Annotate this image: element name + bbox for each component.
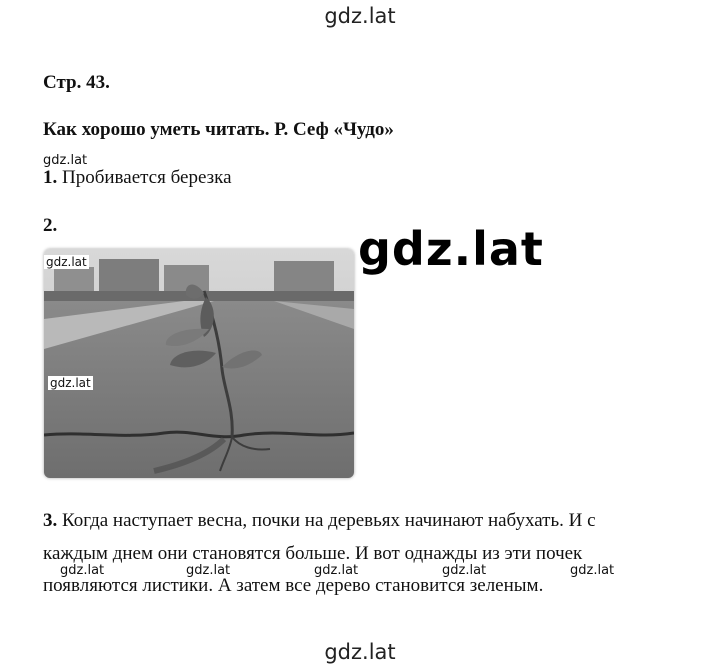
answer-3-line-3: появляются листики. А затем все дерево становится зеленым. [43, 575, 544, 596]
answer-3-text: Когда наступает весна, почки на деревьях начинают набухать. И с [62, 510, 596, 531]
answer-3-line-1 [43, 510, 596, 532]
lesson-title: Как хорошо уметь читать. Р. Сеф «Чудо» [43, 119, 394, 140]
watermark-small: gdz.lat [442, 563, 487, 578]
answer-3-number: 3. [43, 510, 58, 531]
watermark-small: gdz.lat [50, 376, 91, 390]
watermark-small: gdz.lat [46, 255, 87, 269]
watermark-bottom: gdz.lat [324, 640, 396, 664]
answer-1-text: Пробивается березка [62, 167, 232, 188]
answer-2-number: 2. [43, 215, 58, 236]
watermark-small: gdz.lat [570, 563, 615, 578]
watermark-top: gdz.lat [324, 4, 396, 28]
watermark-small: gdz.lat [186, 563, 231, 578]
watermark-small: gdz.lat [60, 563, 105, 578]
watermark-large: gdz.lat [358, 222, 544, 276]
sprout-illustration [44, 249, 354, 478]
watermark-small: gdz.lat [43, 153, 88, 168]
page-heading: Стр. 43. [43, 72, 110, 93]
answer-3-line-2: каждым днем они становятся больше. И вот однажды из эти почек [43, 543, 583, 564]
answer-1 [43, 167, 232, 189]
sprout-photo [44, 249, 354, 478]
answer-1-number: 1. [43, 167, 58, 188]
watermark-small: gdz.lat [314, 563, 359, 578]
